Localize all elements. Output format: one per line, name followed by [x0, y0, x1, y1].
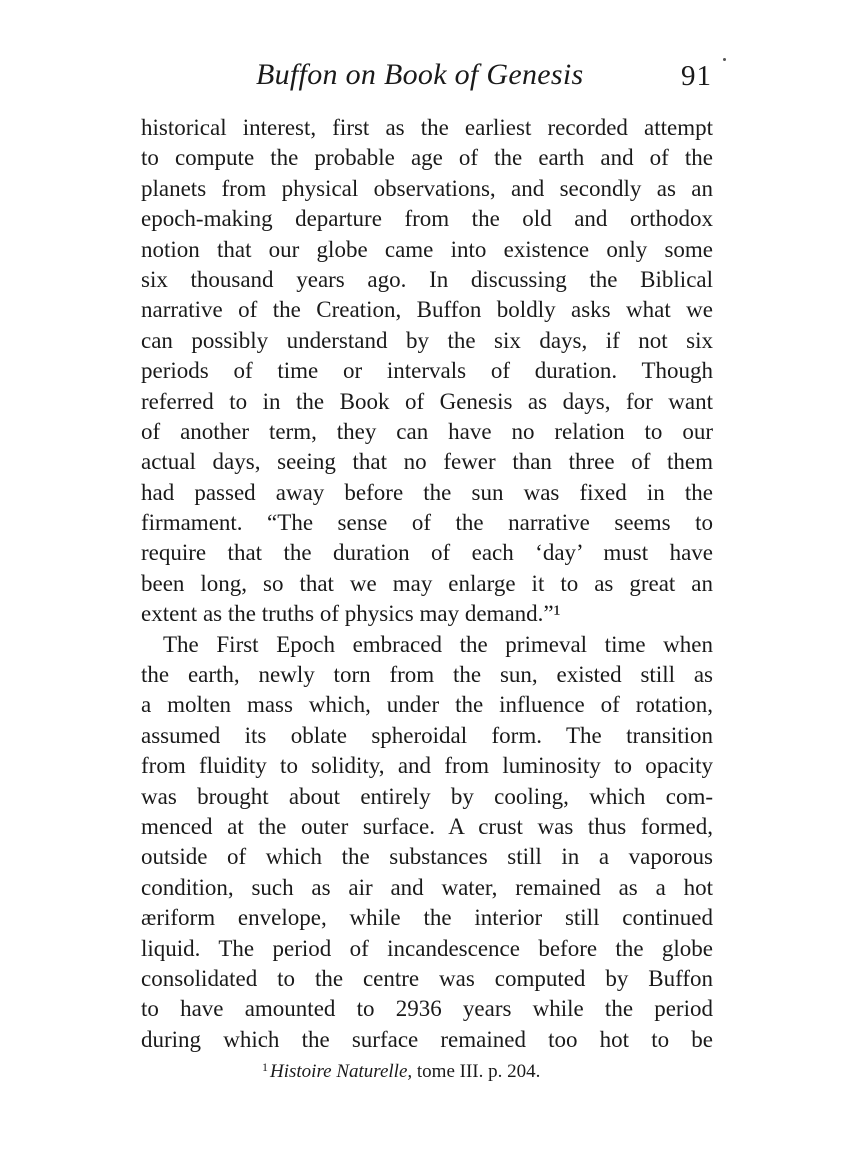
footnote: [262, 1060, 540, 1083]
text-line: to compute the probable age of the earth and of the: [141, 145, 713, 171]
text-line: been long, so that we may enlarge it to as great an: [141, 570, 713, 596]
text-line: periods of time or intervals of duration. Though: [141, 358, 713, 384]
text-line: during which the surface remained too hot to be: [141, 1026, 713, 1052]
page-number: 91: [681, 60, 712, 92]
text-line: historical interest, first as the earliest recorded attempt: [141, 115, 713, 140]
text-line: was brought about entirely by cooling, which com-: [141, 783, 713, 809]
text-line: narrative of the Creation, Buffon boldly asks what we: [141, 297, 713, 323]
paragraph-end-line: extent as the truths of physics may demand.”¹: [141, 601, 561, 627]
text-line: to have amounted to 2936 years while the period: [141, 996, 713, 1022]
text-line: outside of which the substances still in a vaporous: [141, 844, 713, 870]
text-line: six thousand years ago. In discussing the Biblical: [141, 266, 713, 292]
text-line: referred to in the Book of Genesis as days, for want: [141, 388, 713, 414]
text-line: condition, such as air and water, remained as a hot: [141, 874, 713, 900]
text-line: notion that our globe came into existence only some: [141, 236, 713, 262]
running-head: [140, 58, 712, 98]
text-line: æriform envelope, while the interior still continued: [141, 905, 713, 931]
text-line: of another term, they can have no relation to our: [141, 418, 713, 444]
running-title: Buffon on Book of Genesis: [256, 58, 584, 91]
text-line: actual days, seeing that no fewer than three of them: [141, 449, 713, 475]
text-line: can possibly understand by the six days, if not six: [141, 327, 713, 353]
text-line: consolidated to the centre was computed by Buffon: [141, 965, 713, 991]
text-line: assumed its oblate spheroidal form. The transition: [141, 722, 713, 748]
text-line: liquid. The period of incandescence before the globe: [141, 935, 713, 961]
text-line: menced at the outer surface. A crust was thus formed,: [141, 813, 713, 839]
print-speck: [723, 58, 726, 61]
footnote-work-title: Histoire Naturelle,: [270, 1061, 413, 1082]
body-text: [141, 113, 713, 1055]
paragraph-first-line: The First Epoch embraced the primeval time when: [163, 631, 713, 657]
text-line: a molten mass which, under the influence of rotation,: [141, 692, 713, 718]
footnote-reference: tome III. p. 204.: [416, 1061, 541, 1082]
text-line: require that the duration of each ‘day’ must have: [141, 540, 713, 566]
text-line: from fluidity to solidity, and from luminosity to opacity: [141, 753, 713, 779]
footnote-marker: 1: [262, 1060, 268, 1074]
text-line: firmament. “The sense of the narrative seems to: [141, 510, 713, 536]
text-line: planets from physical observations, and secondly as an: [141, 175, 713, 201]
text-line: the earth, newly torn from the sun, existed still as: [141, 662, 713, 688]
text-line: epoch-making departure from the old and orthodox: [141, 206, 713, 232]
text-line: had passed away before the sun was fixed in the: [141, 479, 713, 505]
